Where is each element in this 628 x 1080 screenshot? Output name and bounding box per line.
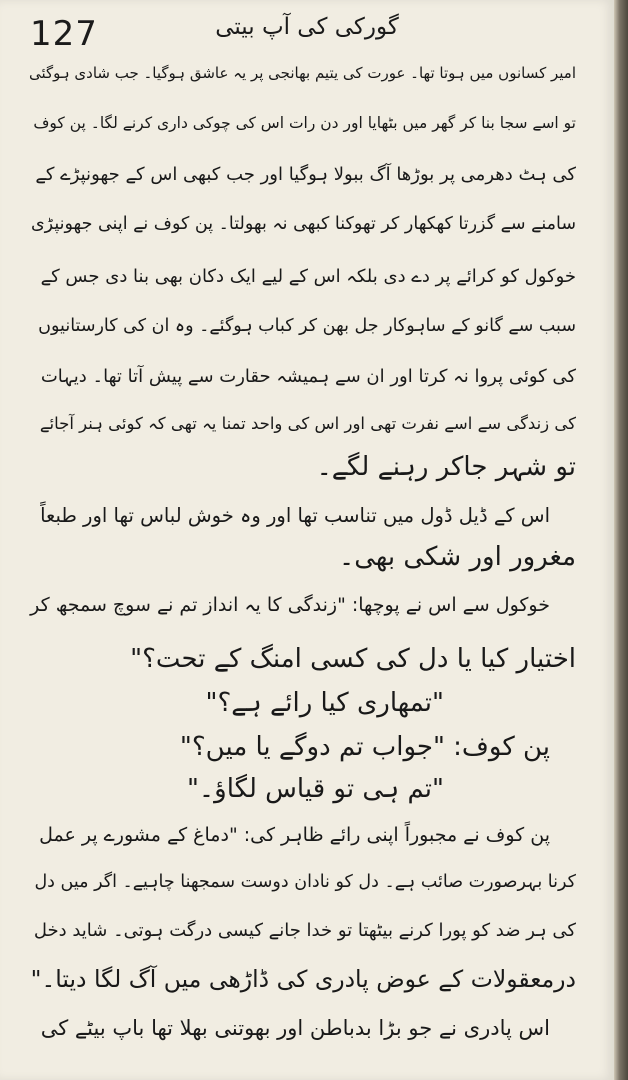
page-edge-shadow	[614, 0, 628, 1080]
text-line: تو شہر جاکر رہنے لگے۔	[316, 452, 576, 482]
text-line: خوکول سے اس نے پوچھا: "زندگی کا یہ انداز تم نے سوچ سمجھ کر	[30, 594, 550, 616]
text-line: سبب سے گانو کے ساہوکار جل بھن کر کباب ہوگئے۔ وہ ان کی کارستانیوں	[38, 316, 576, 336]
text-line: اختیار کیا یا دل کی کسی امنگ کے تحت؟"	[130, 644, 576, 674]
text-line: پن کوف: "جواب تم دوگے یا میں؟"	[179, 732, 550, 762]
text-line: اس پادری نے جو بڑا بدباطن اور بھوتنی بھلا تھا باپ بیٹے کی	[40, 1016, 550, 1040]
text-line: سامنے سے گزرتا کھکھار کر تھوکنا کبھی نہ بھولتا۔ پن کوف نے اپنی جھونپڑی	[30, 214, 576, 234]
text-line: کی ہر ضد کو پورا کرنے بیٹھتا تو خدا جانے کیسی درگت ہوتی۔ شاید دخل	[33, 920, 576, 941]
text-line: کی زندگی سے اسے نفرت تھی اور اس کی واحد تمنا یہ تھی کہ کوئی ہنر آجائے	[39, 414, 576, 433]
running-title: گورکی کی آپ بیتی	[215, 14, 399, 40]
text-line: درمعقولات کے عوض پادری کی ڈاڑھی میں آگ لگا دیتا۔"	[30, 965, 576, 993]
text-line: اس کے ڈیل ڈول میں تناسب تھا اور وہ خوش لباس تھا اور طبعاً	[40, 504, 550, 527]
text-line: خوکول کو کرائے پر دے دی بلکہ اس کے لیے ایک دکان بھی بنا دی جس کے	[40, 266, 576, 287]
text-line: "تمھاری کیا رائے ہے؟"	[205, 688, 444, 718]
text-line: امیر کسانوں میں ہوتا تھا۔ عورت کی یتیم بھانجی پر یہ عاشق ہوگیا۔ جب شادی ہوگئی	[28, 64, 576, 82]
text-line: کی ہٹ دھرمی پر بوڑھا آگ ببولا ہوگیا اور جب کبھی اس کے جھونپڑے کے	[35, 164, 576, 185]
text-line: پن کوف نے مجبوراً اپنی رائے ظاہر کی: "دماغ کے مشورے پر عمل	[39, 824, 550, 846]
page-number: 127	[30, 14, 98, 54]
text-line: تو اسے سجا بنا کر گھر میں بٹھایا اور دن رات اس کی چوکی داری کرنے لگا۔ پن کوف	[33, 114, 576, 132]
text-line: "تم ہی تو قیاس لگاؤ۔"	[186, 774, 444, 804]
text-line: کی کوئی پروا نہ کرتا اور ان سے ہمیشہ حقارت سے پیش آتا تھا۔ دیہات	[40, 366, 576, 387]
text-line: مغرور اور شکی بھی۔	[339, 542, 576, 572]
text-line: کرنا بہرصورت صائب ہے۔ دل کو نادان دوست سمجھنا چاہیے۔ اگر میں دل	[34, 872, 576, 892]
